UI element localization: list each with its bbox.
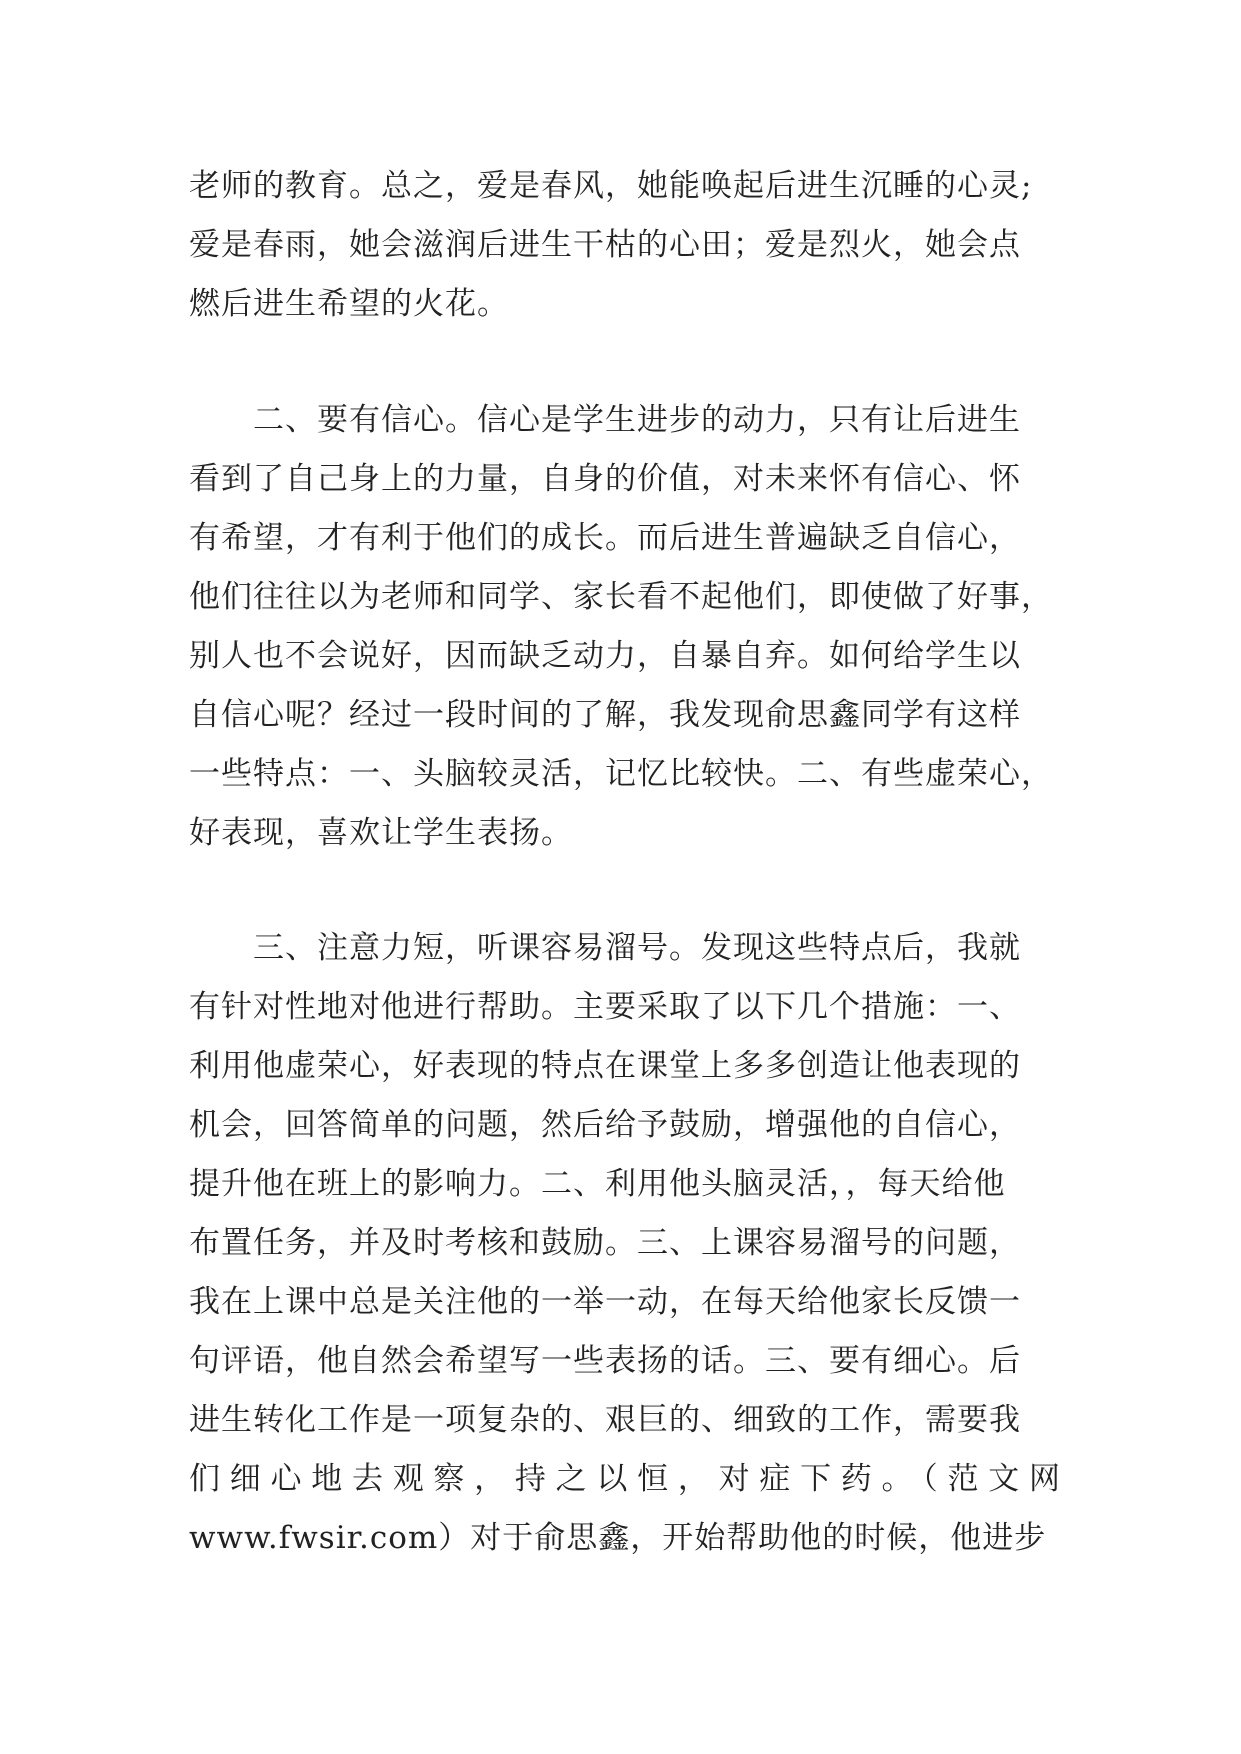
text-line: 燃后进生希望的火花。: [189, 286, 509, 322]
text-line: 一些特点：一、头脑较灵活，记忆比较快。二、有些虚荣心，: [189, 756, 1053, 792]
text-line: 他们往往以为老师和同学、家长看不起他们，即使做了好事，: [189, 579, 1053, 615]
text-line: 有希望，才有利于他们的成长。而后进生普遍缺乏自信心，: [189, 520, 1021, 556]
text-line: 进生转化工作是一项复杂的、艰巨的、细致的工作，需要我: [189, 1402, 1021, 1438]
text-line: 别人也不会说好，因而缺乏动力，自暴自弃。如何给学生以: [189, 638, 1021, 674]
text-line: 爱是春雨，她会滋润后进生干枯的心田；爱是烈火，她会点: [189, 227, 1021, 263]
text-line: 二、要有信心。信心是学生进步的动力，只有让后进生: [189, 402, 1021, 438]
text-line: 三、注意力短，听课容易溜号。发现这些特点后，我就: [189, 930, 1021, 966]
text-line: 提升他在班上的影响力。二、利用他头脑灵活，，每天给他: [189, 1166, 1006, 1202]
text-line: 利用他虚荣心，好表现的特点在课堂上多多创造让他表现的: [189, 1048, 1021, 1084]
text-line: 老师的教育。总之，爱是春风，她能唤起后进生沉睡的心灵;: [189, 168, 1033, 204]
text-line: 有针对性地对他进行帮助。主要采取了以下几个措施：一、: [189, 989, 1021, 1025]
text-line: 我在上课中总是关注他的一举一动，在每天给他家长反馈一: [189, 1284, 1021, 1320]
text-line: www.fwsir.com）对于俞思鑫，开始帮助他的时候，他进步: [189, 1520, 1047, 1556]
paragraph-confidence: [189, 391, 1061, 863]
text-line: 句评语，他自然会希望写一些表扬的话。三、要有细心。后: [189, 1343, 1021, 1379]
text-line: 机会，回答简单的问题，然后给予鼓励，增强他的自信心，: [189, 1107, 1021, 1143]
text-line: 好表现，喜欢让学生表扬。: [189, 815, 573, 851]
text-line: 们细心地去观察，持之以恒，对症下药。（范文网: [189, 1461, 1061, 1497]
paragraph-love-conclusion: [189, 157, 1061, 334]
paragraph-attention-measures: [189, 919, 1061, 1568]
text-line: 看到了自己身上的力量，自身的价值，对未来怀有信心、怀: [189, 461, 1021, 497]
text-line: 自信心呢？经过一段时间的了解，我发现俞思鑫同学有这样: [189, 697, 1021, 733]
text-line: 布置任务，并及时考核和鼓励。三、上课容易溜号的问题，: [189, 1225, 1021, 1261]
